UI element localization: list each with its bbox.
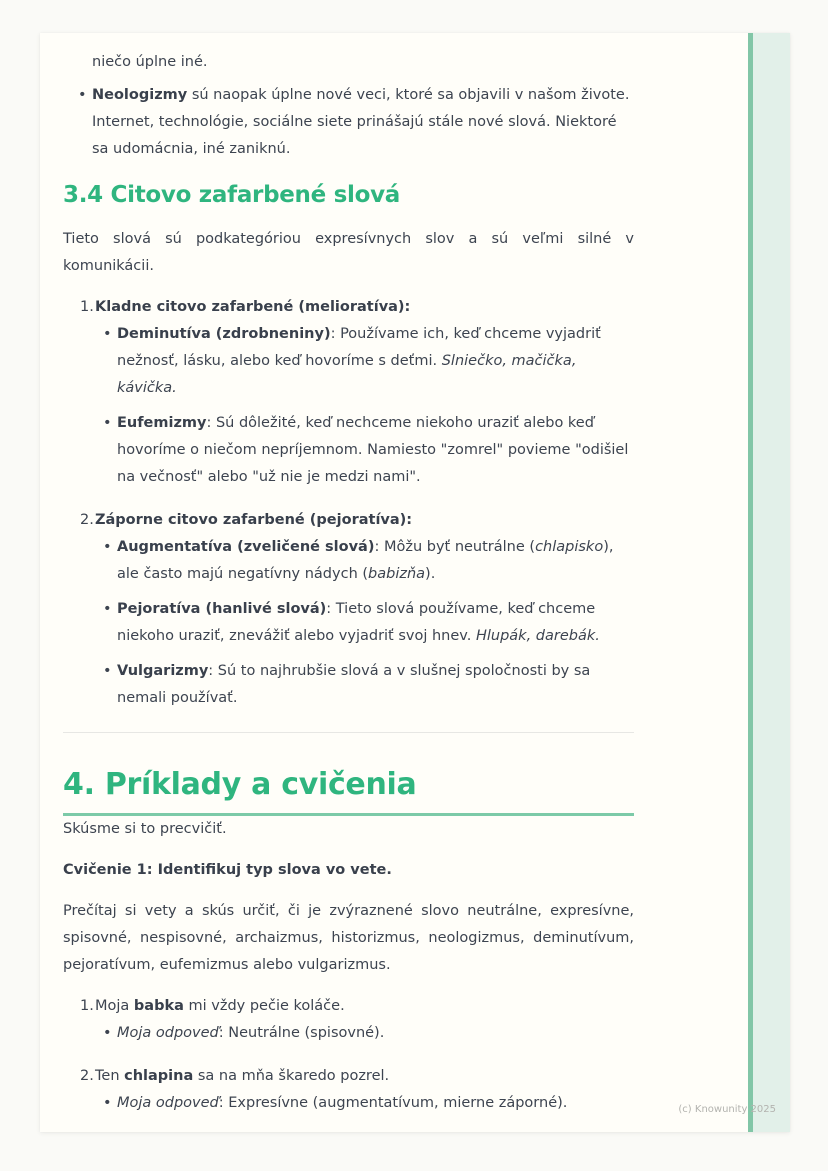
text-run: ), ale často majú negatívny nádych (: [117, 539, 614, 582]
exercise-title: Cvičenie 1: Identifikuj typ slova vo vete.: [63, 862, 392, 878]
answer-label: Moja odpoveď: [117, 1095, 219, 1111]
copyright-footer: (c) Knowunity 2025: [678, 1104, 776, 1115]
answer-2: [95, 1090, 634, 1117]
text-run: : Používame ich, keď chceme vyjadriť nežnosť, lásku, alebo keď hovoríme s deťmi.: [117, 326, 601, 369]
list-item-augmentativa: [95, 534, 634, 588]
number-marker: 2.: [80, 1068, 94, 1084]
list-item-pejorativa: [95, 596, 634, 650]
vulgarizmy-text: Vulgarizmy: Sú to najhrubšie slová a v slušnej spoločnosti by sa nemali používať.: [117, 663, 591, 706]
text-run: sa na mňa škaredo pozrel.: [193, 1068, 390, 1084]
list-item-title: Kladne citovo zafarbené (melioratíva):: [95, 299, 411, 315]
section-divider: [63, 732, 634, 733]
text-run: sú naopak úplne nové veci, ktoré sa objavili v našom živote. Internet, technológie, sociálne siete prinášajú stále nové slová. Niektoré sa udomácnia, iné zaniknú.: [92, 87, 630, 157]
answer-label: Moja odpoveď: [117, 1025, 219, 1041]
answer-1-text: [117, 1025, 384, 1041]
examples-run: Hlupák, darebák.: [475, 628, 600, 644]
list-item-vulgarizmy: [95, 658, 634, 712]
number-marker: 1.: [80, 998, 94, 1014]
section-3-4-intro: Tieto slová sú podkategóriou expresívnych slov a sú veľmi silné v komunikácii.: [63, 231, 634, 274]
section-heading-4: 4. Príklady a cvičenia: [63, 766, 634, 816]
text-run: : Tieto slová používame, keď chceme niekoho uraziť, znevážiť alebo vyjadriť svoj hnev.: [117, 601, 596, 644]
bullet-icon: •: [103, 663, 112, 679]
section-heading-3-4: 3.4 Citovo zafarbené slová: [63, 182, 401, 208]
document-page: [40, 33, 790, 1132]
bullet-icon: •: [78, 87, 87, 103]
list-item-eufemizmy: [95, 410, 634, 491]
bullet-icon: •: [103, 326, 112, 342]
pejorativa-text: Pejoratíva (hanlivé slová): Tieto slová používame, keď chceme niekoho uraziť, znevážiť alebo vyjadriť svoj hnev. Hlupák, darebák.: [117, 601, 600, 644]
examples-run: Slniečko, mačička, kávička.: [117, 353, 577, 396]
text-run: : Môžu byť neutrálne (: [374, 539, 536, 555]
section-4-intro: Skúsme si to precvičiť.: [63, 821, 227, 837]
answer-2-text: [117, 1095, 567, 1111]
text-run: : Neutrálne (spisovné).: [218, 1025, 385, 1041]
highlighted-word: chlapina: [124, 1068, 194, 1084]
bullet-icon: •: [103, 415, 112, 431]
text-run: mi vždy pečie koláče.: [183, 998, 345, 1014]
bullet-icon: •: [103, 1025, 112, 1041]
list-item-deminutiva: [95, 321, 634, 402]
text-run: ).: [425, 566, 436, 582]
exercise-item-2: [63, 1063, 634, 1117]
sentence-1: [95, 993, 634, 1020]
bullet-icon: •: [103, 1095, 112, 1111]
text-run: : Sú dôležité, keď nechceme niekoho uraziť alebo keď hovoríme o niečom nepríjemnom. Namiesto "zomrel" povieme "odišiel na večnosť" alebo "už nie je medzi nami".: [117, 415, 629, 485]
deminutiva-text: Deminutíva (zdrobneniny): Používame ich, keď chceme vyjadriť nežnosť, lásku, alebo keď hovoríme s deťmi. Slniečko, mačička, kávička.: [117, 326, 601, 396]
number-marker: 1.: [80, 299, 94, 315]
eufemizmy-text: Eufemizmy: Sú dôležité, keď nechceme niekoho uraziť alebo keď hovoríme o niečom nepríjemnom. Namiesto "zomrel" povieme "odišiel na večnosť" alebo "už nie je medzi nami".: [117, 415, 629, 485]
bullet-icon: •: [103, 539, 112, 555]
list-item-title: Záporne citovo zafarbené (pejoratíva):: [95, 512, 413, 528]
bullet-icon: •: [103, 601, 112, 617]
paragraph-fragment: niečo úplne iné.: [92, 54, 208, 70]
text-run: : Sú to najhrubšie slová a v slušnej spoločnosti by sa nemali používať.: [117, 663, 591, 706]
sentence-2: [95, 1063, 634, 1090]
augmentativa-text: Augmentatíva (zveličené slová): Môžu byť neutrálne (chlapisko), ale často majú negatívny nádych (babizňa).: [117, 539, 614, 582]
number-marker: 2.: [80, 512, 94, 528]
example-run: babizňa: [368, 566, 426, 582]
list-item-kladne: [63, 294, 634, 491]
text-run: Moja: [95, 998, 134, 1014]
example-run: chlapisko: [535, 539, 604, 555]
list-item-zaporne: [63, 507, 634, 712]
highlighted-word: babka: [133, 998, 184, 1014]
answer-1: [95, 1020, 634, 1047]
document-content: [40, 33, 790, 1133]
text-run: : Expresívne (augmentatívum, mierne záporné).: [218, 1095, 568, 1111]
term-neologizmy: Neologizmy sú naopak úplne nové veci, ktoré sa objavili v našom živote. Internet, technológie, sociálne siete prinášajú stále nové slová. Niektoré sa udomácnia, iné zaniknú.: [92, 87, 630, 157]
exercise-instructions: Prečítaj si vety a skús určiť, či je zvýraznené slovo neutrálne, expresívne, spisovné, nespisovné, archaizmus, historizmus, neologizmus, deminutívum, pejoratívum, eufemizmus alebo vulgarizmus.: [63, 903, 634, 973]
list-item-neologizmy: [63, 82, 634, 163]
text-run: Ten: [95, 1068, 125, 1084]
exercise-item-1: [63, 993, 634, 1047]
